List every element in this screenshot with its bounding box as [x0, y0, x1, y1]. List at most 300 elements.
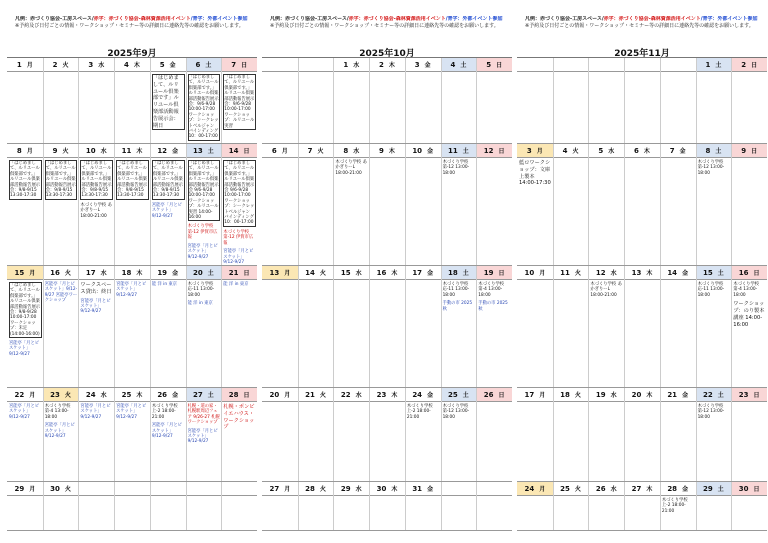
day-cell[interactable] [476, 496, 512, 531]
day-cell[interactable] [369, 496, 405, 531]
day-header [186, 58, 222, 72]
day-cell[interactable] [43, 72, 79, 144]
day-cell[interactable] [476, 72, 512, 144]
day-header [441, 482, 477, 496]
column-divider [476, 144, 477, 266]
weekday-label: 火 [64, 270, 71, 277]
day-header [696, 482, 732, 496]
day-cell[interactable] [660, 496, 696, 531]
day-number: 3 [526, 146, 532, 155]
event-entry[interactable]: 札幌・道の家・札幌駅周辺フェア 9/26-27 札幌ワークショップ [187, 404, 220, 426]
day-number: 15 [340, 268, 351, 277]
weekday-label: 月 [536, 148, 543, 155]
day-cell[interactable] [262, 496, 298, 531]
day-header [43, 266, 79, 280]
event-entry[interactable]: 能 洋 in 東京 [223, 282, 249, 287]
week-divider [262, 530, 512, 531]
weekday-label: 火 [319, 270, 326, 277]
day-cell[interactable] [114, 280, 150, 388]
day-cell[interactable] [405, 280, 441, 388]
day-header [221, 58, 257, 72]
event-entry[interactable]: 能 洋 in 東京 [187, 301, 213, 307]
event-entry[interactable]: 木づくり学校 上-2 18:00-21:00 [406, 404, 433, 420]
day-cell[interactable] [114, 72, 150, 144]
day-cell[interactable] [333, 496, 369, 531]
day-cell[interactable] [333, 402, 369, 482]
column-divider [624, 144, 625, 266]
event-entry[interactable]: 能 洋 in 東京 [151, 282, 178, 287]
day-cell[interactable] [624, 280, 660, 388]
day-cell[interactable] [696, 280, 732, 388]
day-cell[interactable] [221, 72, 257, 144]
weekday-label: 火 [64, 392, 71, 399]
day-header [150, 266, 186, 280]
day-cell[interactable] [262, 280, 298, 388]
day-cell[interactable] [43, 402, 79, 482]
column-divider [186, 144, 187, 266]
event-entry[interactable]: 藍ロワークショップ：文庫上製本 14:00-17:30 [519, 160, 551, 187]
day-cell[interactable] [78, 280, 114, 388]
event-entry[interactable]: 宮能亭「月とピスケット」9/12-9/27 宮能亭ワークショップ [44, 282, 78, 304]
event-entry[interactable]: ワークスペース貸出：終日 [80, 282, 112, 295]
day-cell[interactable] [262, 72, 298, 144]
column-divider [441, 266, 442, 388]
day-header [441, 144, 477, 158]
weekday-label: 土 [460, 62, 467, 69]
day-cell[interactable] [78, 496, 114, 531]
weekday-label: 月 [284, 392, 291, 399]
weekday-label: 木 [133, 62, 140, 69]
day-cell[interactable] [441, 496, 477, 531]
day-number: 5 [486, 60, 492, 69]
day-cell[interactable] [441, 72, 477, 144]
day-cell[interactable] [150, 402, 186, 482]
day-header [553, 482, 589, 496]
day-cell[interactable] [517, 402, 553, 482]
day-cell[interactable] [731, 158, 767, 266]
day-number: 10 [524, 268, 535, 277]
weekday-label: 金 [172, 392, 179, 399]
column-divider [731, 388, 732, 482]
event-entry[interactable]: 木づくり学校 第-12 13:00-18:00 [697, 404, 725, 420]
weekday-label: 火 [574, 486, 581, 493]
column-divider [114, 58, 115, 144]
day-cell[interactable] [7, 280, 43, 388]
event-entry[interactable]: 宮能亭「月とピスケット」 9/12-9/27 [187, 428, 218, 445]
day-number: 10 [85, 146, 96, 155]
day-cell[interactable] [405, 158, 441, 266]
day-cell[interactable] [588, 72, 624, 144]
day-cell[interactable] [298, 402, 334, 482]
day-number: 9 [52, 146, 58, 155]
day-cell[interactable] [7, 402, 43, 482]
day-header [298, 266, 334, 280]
event-entry[interactable]: 宮能亭「月とピスケット」 9/12-9/27 [9, 404, 40, 420]
column-divider [660, 266, 661, 388]
day-cell[interactable] [441, 280, 477, 388]
event-entry[interactable]: 札幌・ポンピイエハウス・ワークショップ [223, 404, 255, 431]
column-divider [405, 388, 406, 482]
day-cell[interactable] [624, 496, 660, 531]
day-header [476, 266, 512, 280]
day-number: 29 [14, 484, 25, 493]
day-cell[interactable] [624, 158, 660, 266]
day-header [624, 388, 660, 402]
day-cell[interactable] [114, 158, 150, 266]
day-cell[interactable] [186, 496, 222, 531]
legend-header [15, 16, 259, 29]
day-header [441, 266, 477, 280]
day-header [262, 388, 298, 402]
day-cell[interactable] [731, 72, 767, 144]
day-cell[interactable] [186, 158, 222, 266]
day-number: 1 [343, 60, 349, 69]
event-entry[interactable]: 木づくり学校 上-2 18:00-21:00 [661, 498, 688, 514]
day-cell[interactable] [517, 72, 553, 144]
day-cell[interactable] [588, 280, 624, 388]
day-cell[interactable] [186, 280, 222, 388]
event-entry[interactable]: 宮能亭「月とピスケット」 9/12-9/27 [116, 282, 147, 298]
day-cell[interactable] [476, 280, 512, 388]
event-entry[interactable]: 木づくり学校 第-4 13:00-18:00 [44, 404, 71, 420]
day-cell[interactable] [588, 402, 624, 482]
event-entry[interactable]: 宮能亭「月とピスケット」 9/12-9/27 [80, 298, 111, 315]
day-number: 11 [448, 146, 458, 155]
weekday-label: 日 [498, 392, 505, 399]
day-cell[interactable] [262, 158, 298, 266]
event-entry[interactable]: 木づくり学校 第-4 13:00-18:00 [478, 282, 505, 298]
column-divider [333, 58, 334, 144]
event-entry[interactable]: 木づくり学校 第-12 伊賀市広報 [187, 224, 218, 241]
weekday-label: 火 [319, 392, 326, 399]
day-number: 16 [738, 268, 749, 277]
day-cell[interactable] [369, 280, 405, 388]
event-entry[interactable]: 「はじめまして、ルリユール倶楽部です。」ルリユール倶楽部活動報告展示会：9/8-9/15 13:30-17:30 [45, 161, 76, 199]
event-entry[interactable]: 宮能亭「月とピスケット」 9/12-9/27 [9, 341, 40, 357]
day-header [150, 388, 186, 402]
day-header [553, 144, 589, 158]
event-entry[interactable]: 「はじめまして、ルリユール倶楽部です」ルリユール倶楽部活動報告展示会：期日 [152, 74, 185, 130]
day-header [114, 482, 150, 496]
day-cell[interactable] [150, 72, 186, 144]
day-header [369, 144, 405, 158]
weekday-label: 月 [284, 270, 291, 277]
day-number: 13 [631, 268, 642, 277]
legend-line [15, 16, 259, 23]
event-entry[interactable]: 「はじめまして、ルリユール倶楽部です。」ルリユール倶楽部活動報告展示会 9/6-9/28 10:00-17:00 ワークショップ：シークレットベルジャン バインディング 10：00-17:00 [224, 161, 255, 226]
day-cell[interactable] [405, 72, 441, 144]
weekday-label: 火 [572, 148, 579, 155]
column-divider [186, 266, 187, 388]
event-entry[interactable]: 木づくり学校 上-2 18:00-21:00 [151, 404, 178, 420]
column-divider [369, 58, 370, 144]
month-panel [517, 0, 767, 543]
day-cell[interactable] [298, 158, 334, 266]
day-cell[interactable] [660, 280, 696, 388]
event-entry[interactable]: 宮能亭「月とピスケット」 9/12-9/27 [80, 404, 111, 420]
day-cell[interactable] [405, 496, 441, 531]
day-header [369, 266, 405, 280]
weekday-label: 金 [427, 270, 434, 277]
day-cell[interactable] [553, 280, 589, 388]
event-entry[interactable]: 「はじめまして、ルリユール倶楽部です。」ルリユール倶楽部活動報告展示会：9/8-9/15 13:30-17:30 [81, 161, 112, 199]
day-cell[interactable] [517, 496, 553, 531]
day-cell[interactable] [553, 402, 589, 482]
weekday-label: 日 [498, 148, 505, 155]
day-number: 19 [483, 268, 494, 277]
day-number: 8 [16, 146, 22, 155]
column-divider [114, 482, 115, 531]
day-header [78, 144, 114, 158]
day-header [43, 482, 79, 496]
day-number: 7 [307, 146, 313, 155]
week-row [7, 388, 257, 482]
day-number: 24 [412, 390, 423, 399]
day-header [660, 144, 696, 158]
day-cell[interactable] [262, 402, 298, 482]
day-cell[interactable] [43, 280, 79, 388]
event-entry[interactable]: 木づくり学校 第-12 13:00-18:00 [442, 404, 470, 420]
column-divider [588, 388, 589, 482]
event-entry[interactable]: 木づくり学校 第-12 伊賀市広報 [223, 229, 254, 246]
event-entry[interactable]: 木づくり学校 第-12 13:00-18:00 [697, 160, 725, 176]
column-divider [221, 144, 222, 266]
column-divider [298, 144, 299, 266]
day-cell[interactable] [476, 158, 512, 266]
day-number: 21 [667, 390, 678, 399]
week-row [7, 266, 257, 388]
day-cell[interactable] [517, 158, 553, 266]
day-header [114, 388, 150, 402]
day-cell[interactable] [660, 158, 696, 266]
event-entry[interactable]: 「はじめまして、ルリユール倶楽部です。」ルリユール倶楽部活動報告展示会：9/8-9/15 13:30-17:30 [117, 161, 148, 199]
event-entry[interactable]: 「はじめまして、ルリユール倶楽部です。」ルリユール倶楽部活動報告展示会：9/6-9/28 10:00-17:00 ワークショップ：シークレットベルジャン バインディング 10：00-17:00 [188, 75, 219, 140]
column-divider [588, 266, 589, 388]
day-number: 19 [595, 390, 606, 399]
day-cell[interactable] [731, 402, 767, 482]
event-entry[interactable]: 木づくり学校 あかぎりーL 18:00-21:00 [335, 160, 367, 176]
day-cell[interactable] [114, 402, 150, 482]
day-number: 15 [14, 268, 25, 277]
week-divider [7, 530, 257, 531]
day-cell[interactable] [43, 158, 79, 266]
column-divider [731, 58, 732, 144]
day-cell[interactable] [369, 158, 405, 266]
event-entry[interactable]: 木づくり学校 応-11 13:00-18:00 [442, 282, 470, 298]
day-number: 25 [560, 484, 570, 493]
column-divider [405, 144, 406, 266]
day-header [369, 388, 405, 402]
weekday-label: 火 [62, 62, 69, 69]
weekday-label: 月 [29, 270, 36, 277]
weekday-label: 火 [319, 486, 326, 493]
day-cell[interactable] [553, 496, 589, 531]
day-number: 5 [598, 146, 604, 155]
day-cell[interactable] [333, 280, 369, 388]
day-header [660, 482, 696, 496]
day-cell[interactable] [696, 72, 732, 144]
event-entry[interactable]: 宮能亭「月とピスケット」 9/12-9/27 [223, 249, 254, 265]
event-entry[interactable]: 木づくり学校 応-11 13:00-18:00 [697, 282, 725, 298]
day-header [333, 144, 369, 158]
event-entry[interactable]: 「はじめまして、ルリユール倶楽部です。」ルリユール倶楽部活動報告展示会：9/6-9/28 10:00-17:00 ワークショップ：ルリユール実習 [224, 75, 255, 129]
day-cell[interactable] [221, 496, 257, 531]
day-header [186, 388, 222, 402]
column-divider [78, 266, 79, 388]
day-number: 29 [703, 484, 713, 493]
day-cell[interactable] [150, 496, 186, 531]
column-divider [441, 144, 442, 266]
day-cell[interactable] [731, 496, 767, 531]
column-divider [441, 58, 442, 144]
day-cell[interactable] [369, 72, 405, 144]
day-cell[interactable] [78, 158, 114, 266]
day-header [43, 388, 79, 402]
event-entry[interactable]: 手動の市 2025秋 [478, 301, 508, 312]
day-cell[interactable] [405, 402, 441, 482]
day-number: 11 [121, 146, 132, 155]
day-header [78, 482, 114, 496]
day-cell[interactable] [441, 158, 477, 266]
day-cell[interactable] [696, 496, 732, 531]
day-cell[interactable] [660, 72, 696, 144]
event-entry[interactable]: 「はじめまして、ルリユール倶楽部です。」ルリユール倶楽部活動報告展示会 9/6-9/28 10:00-17:00 ワークショップ：ルリユール実習 14:00-16:00 [188, 161, 219, 221]
day-cell[interactable] [298, 496, 334, 531]
day-cell[interactable] [221, 158, 257, 266]
column-divider [78, 388, 79, 482]
day-header [298, 482, 334, 496]
day-number: 4 [450, 60, 456, 69]
weekday-label: 月 [539, 392, 546, 399]
day-cell[interactable] [731, 280, 767, 388]
column-divider [78, 58, 79, 144]
weekday-label: 水 [353, 148, 360, 155]
event-entry[interactable]: 木づくり学校 あかぎりーL 18:00-21:00 [80, 202, 112, 219]
event-entry[interactable]: 木づくり学校 第-4 13:00-18:00 [733, 282, 760, 298]
day-number: 17 [412, 268, 423, 277]
event-entry[interactable]: 宮能亭「月とピスケット」 9/12-9/27 [44, 423, 75, 440]
day-cell[interactable] [624, 402, 660, 482]
day-cell[interactable] [221, 280, 257, 388]
column-divider [660, 58, 661, 144]
day-cell[interactable] [369, 402, 405, 482]
day-cell[interactable] [7, 496, 43, 531]
week-row [7, 58, 257, 144]
day-cell[interactable] [333, 158, 369, 266]
event-entry[interactable]: 宮能亭「月とピスケット」 9/12-9/27 [151, 423, 182, 440]
day-cell[interactable] [553, 158, 589, 266]
weekday-label: 土 [715, 148, 722, 155]
day-cell[interactable] [696, 158, 732, 266]
event-entry[interactable]: 宮能亭「月とピスケット」 9/12-9/27 [151, 202, 182, 219]
weekday-label: 水 [355, 392, 362, 399]
day-number: 25 [448, 390, 458, 399]
day-number: 20 [269, 390, 280, 399]
day-cell[interactable] [553, 72, 589, 144]
day-cell[interactable] [150, 280, 186, 388]
day-cell[interactable] [517, 280, 553, 388]
day-cell[interactable] [476, 402, 512, 482]
event-entry[interactable]: 「はじめまして、ルリユール倶楽部です。」ルリユール倶楽部活動報告展示会：9/8-9/28 10:00-17:00 ワークショップ：未定(14:00-16:00) [10, 283, 41, 337]
day-cell[interactable] [624, 72, 660, 144]
week-row [517, 388, 767, 482]
event-entry[interactable]: 「はじめまして、ルリユール倶楽部です。」ルリユール倶楽部活動報告展示会：9/8-9/15 13:30-17:30 [10, 161, 41, 199]
event-entry[interactable]: 宮能亭「月とピスケット」 9/12-9/27 [116, 404, 147, 420]
day-cell[interactable] [150, 158, 186, 266]
day-header [553, 388, 589, 402]
day-header [262, 58, 298, 72]
weekday-label: 金 [427, 148, 434, 155]
day-cell[interactable] [298, 280, 334, 388]
event-entry[interactable]: 木づくり学校 第-12 13:00-18:00 [442, 160, 470, 176]
day-header [7, 58, 43, 72]
column-divider [696, 266, 697, 388]
day-header [660, 58, 696, 72]
event-entry[interactable]: 木づくり学校 あかぎりーL 18:00-21:00 [590, 282, 622, 298]
legend-header [525, 16, 768, 29]
day-cell[interactable] [696, 402, 732, 482]
day-header [114, 144, 150, 158]
weekday-label: 水 [610, 486, 617, 493]
day-cell[interactable] [221, 402, 257, 482]
day-header [78, 58, 114, 72]
week-row [517, 266, 767, 388]
day-cell[interactable] [7, 158, 43, 266]
day-header [624, 144, 660, 158]
day-cell[interactable] [588, 158, 624, 266]
weekday-label: 日 [753, 486, 760, 493]
weekday-label: 土 [717, 486, 724, 493]
event-entry[interactable]: 「はじめまして、ルリユール倶楽部です。」ルリユール倶楽部活動報告展示会：9/8-9/15 13:30-17:30 [152, 161, 183, 199]
day-number: 13 [269, 268, 280, 277]
weekday-label: 木 [646, 392, 653, 399]
day-cell[interactable] [114, 496, 150, 531]
day-header [553, 58, 589, 72]
day-header [731, 482, 767, 496]
day-header [186, 144, 222, 158]
month-title: 2025年10月 [359, 49, 415, 59]
day-cell[interactable] [660, 402, 696, 482]
day-number: 9 [741, 146, 747, 155]
day-cell[interactable] [186, 72, 222, 144]
month-panel [262, 0, 512, 543]
day-header [298, 388, 334, 402]
event-entry[interactable]: ワークショップ：のり製本講座 14:00-16:00 [733, 301, 765, 328]
month-panel [7, 0, 257, 543]
event-entry[interactable]: 木づくり学校 応-11 13:00-18:00 [187, 282, 215, 298]
weekday-label: 水 [610, 392, 617, 399]
day-cell[interactable] [78, 72, 114, 144]
day-cell[interactable] [333, 72, 369, 144]
day-cell[interactable] [78, 402, 114, 482]
day-cell[interactable] [588, 496, 624, 531]
weekday-label: 月 [26, 148, 33, 155]
event-entry[interactable]: 宮能亭「月とピスケット」 9/12-9/27 [187, 243, 218, 260]
day-cell[interactable] [43, 496, 79, 531]
day-cell[interactable] [298, 72, 334, 144]
column-divider [588, 58, 589, 144]
day-cell[interactable] [186, 402, 222, 482]
day-number: 3 [414, 60, 420, 69]
day-cell[interactable] [441, 402, 477, 482]
day-header [43, 144, 79, 158]
day-cell[interactable] [7, 72, 43, 144]
day-header [405, 58, 441, 72]
day-number: 8 [705, 146, 711, 155]
weekday-label: 日 [498, 270, 505, 277]
event-entry[interactable]: 手動の市 2025秋 [442, 301, 473, 312]
weekday-label: 日 [753, 270, 760, 277]
